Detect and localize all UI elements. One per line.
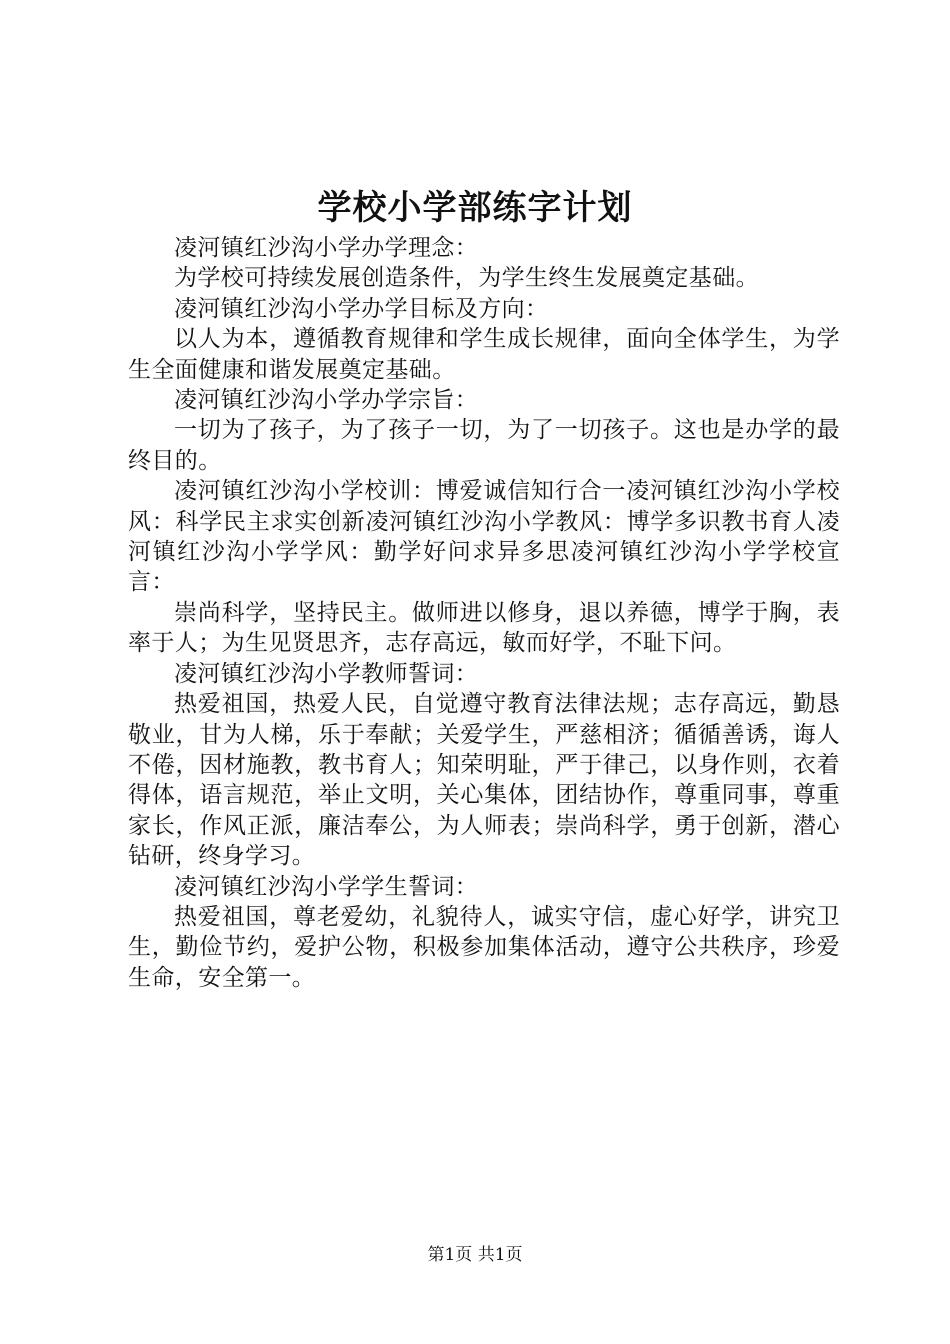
paragraph-purpose: 一切为了孩子，为了孩子一切，为了一切孩子。这也是办学的最终目的。: [128, 417, 840, 474]
paragraph-teacher-oath: 热爱祖国，热爱人民，自觉遵守教育法律法规；志存高远，勤恳敬业，甘为人梯，乐于奉献；关爱学生，严慈相济；循循善诱，诲人不倦，因材施教，教书育人；知荣明耻，严于律己，以身作则，衣着得体，语言规范，举止文明，关心集体，团结协作，尊重同事，尊重家长，作风正派，廉洁奉公，为人师表；崇尚科学，勇于创新，潜心钻研，终身学习。: [128, 691, 840, 870]
document-title: 学校小学部练字计划: [317, 188, 633, 228]
document-body: [128, 233, 840, 993]
paragraph-declaration: 崇尚科学，坚持民主。做师进以修身，退以养德，博学于胸，表率于人；为生见贤思齐，志存高远，敏而好学，不耻下问。: [128, 599, 840, 657]
paragraph-motto: 凌河镇红沙沟小学校训：博爱诚信知行合一凌河镇红沙沟小学校风：科学民主求实创新凌河镇红沙沟小学教风：博学多识教书育人凌河镇红沙沟小学学风：勤学好问求异多思凌河镇红沙沟小学学校宣言：: [128, 478, 840, 596]
paragraph-purpose-heading: 凌河镇红沙沟小学办学宗旨：: [174, 387, 479, 414]
paragraph-teacher-oath-heading: 凌河镇红沙沟小学教师誓词：: [174, 660, 479, 687]
paragraph-philosophy-heading: 凌河镇红沙沟小学办学理念：: [174, 235, 479, 261]
page-footer: 第1页 共1页: [427, 1245, 523, 1265]
paragraph-goals: 以人为本，遵循教育规律和学生成长规律，面向全体学生，为学生全面健康和谐发展奠定基础。: [128, 326, 840, 383]
paragraph-student-oath: 热爱祖国，尊老爱幼，礼貌待人，诚实守信，虚心好学，讲究卫生，勤俭节约，爱护公物，积极参加集体活动，遵守公共秩序，珍爱生命，安全第一。: [128, 903, 840, 991]
paragraph-goals-heading: 凌河镇红沙沟小学办学目标及方向：: [174, 295, 549, 322]
paragraph-philosophy: 为学校可持续发展创造条件，为学生终生发展奠定基础。: [174, 265, 759, 292]
paragraph-student-oath-heading: 凌河镇红沙沟小学学生誓词：: [174, 873, 479, 900]
